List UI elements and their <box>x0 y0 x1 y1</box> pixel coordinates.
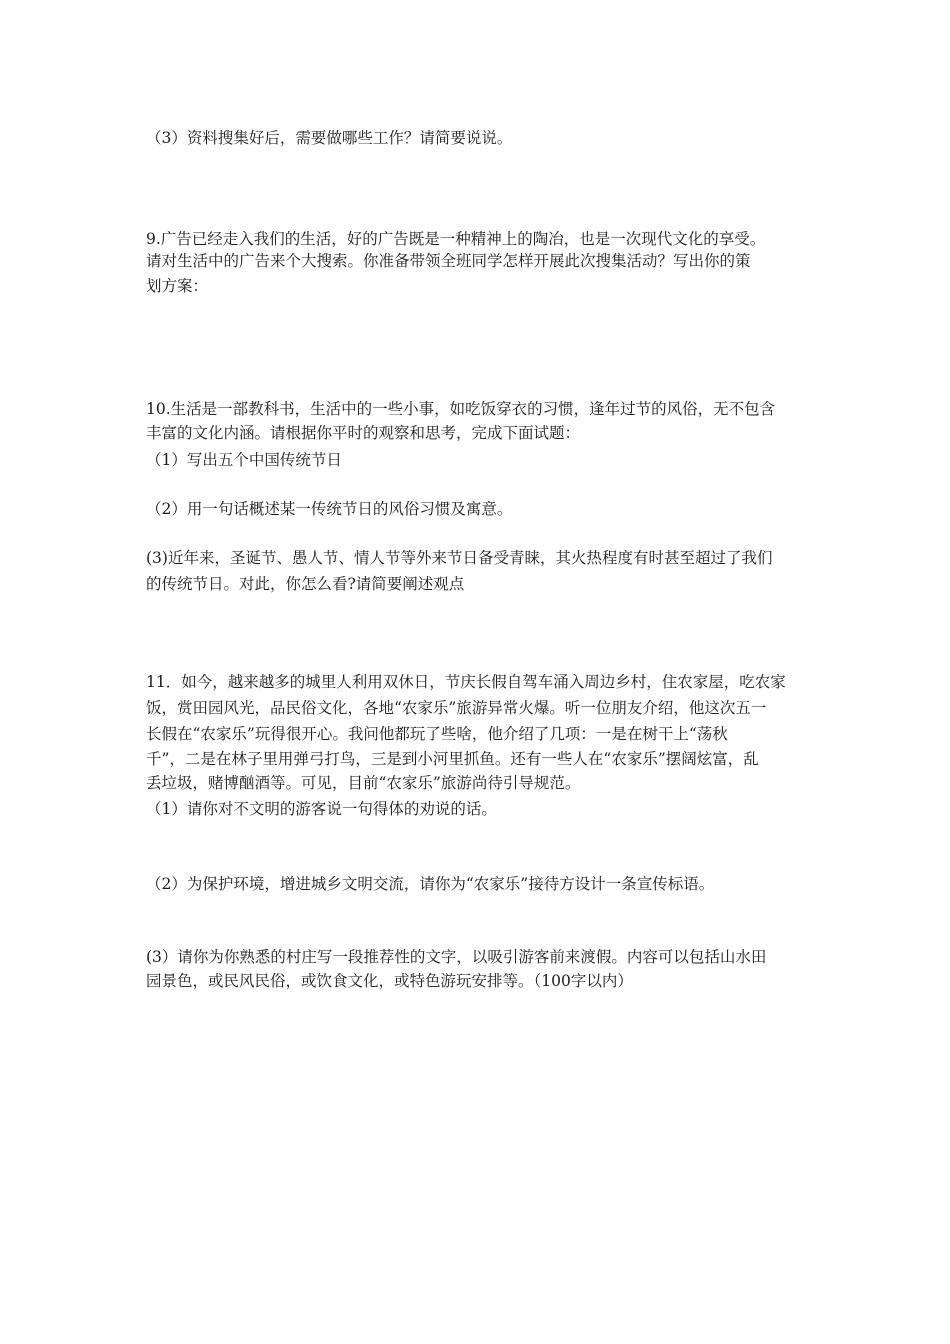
question-10-sub-2: （2）用一句话概述某一传统节日的风俗习惯及寓意。 <box>146 500 513 518</box>
question-10-sub-3-line-1: (3)近年来，圣诞节、愚人节、情人节等外来节日备受青睐，其火热程度有时甚至超过了我们 <box>146 549 773 567</box>
question-10-line-1: 10.生活是一部教科书，生活中的一些小事，如吃饭穿衣的习惯，逢年过节的风俗，无不包含 <box>146 400 776 418</box>
question-11-line-5: 丢垃圾，赌博酗酒等。可见，目前“农家乐”旅游尚待引导规范。 <box>146 774 581 792</box>
question-11-sub-1: （1）请你对不文明的游客说一句得体的劝说的话。 <box>146 800 497 818</box>
question-10-sub-3-line-2: 的传统节日。对此，你怎么看?请简要阐述观点 <box>146 575 465 593</box>
question-9-line-3: 划方案： <box>146 277 209 295</box>
question-9-line-1: 9.广告已经走入我们的生活，好的广告既是一种精神上的陶冶，也是一次现代文化的享受。 <box>146 230 766 248</box>
question-11-sub-3-line-1: (3）请你为你熟悉的村庄写一段推荐性的文字，以吸引游客前来渡假。内容可以包括山水田 <box>146 948 767 966</box>
question-11-sub-2: （2）为保护环境，增进城乡文明交流，请你为“农家乐”接待方设计一条宣传标语。 <box>146 875 715 893</box>
question-11-line-4: 千”，二是在林子里用弹弓打鸟，三是到小河里抓鱼。还有一些人在“农家乐”摆阔炫富，乱 <box>146 750 759 768</box>
question-8-sub-3: （3）资料搜集好后，需要做哪些工作？请简要说说。 <box>146 129 513 147</box>
question-11-sub-3-line-2: 园景色，或民风民俗，或饮食文化，或特色游玩安排等。（100字以内） <box>146 972 633 990</box>
question-10-sub-1: （1）写出五个中国传统节日 <box>146 451 342 469</box>
question-11-line-1: 11．如今，越来越多的城里人利用双休日，节庆长假自驾车涌入周边乡村，住农家屋，吃农家 <box>146 673 786 691</box>
question-10-line-2: 丰富的文化内涵。请根据你平时的观察和思考，完成下面试题： <box>146 424 581 442</box>
question-9-line-2: 请对生活中的广告来个大搜索。你准备带领全班同学怎样开展此次搜集活动？写出你的策 <box>146 252 751 270</box>
question-11-line-2: 饭，赏田园风光，品民俗文化，各地“农家乐”旅游异常火爆。听一位朋友介绍，他这次五一 <box>146 699 767 717</box>
question-11-line-3: 长假在“农家乐”玩得很开心。我问他都玩了些啥，他介绍了几项：一是在树干上“荡秋 <box>146 725 728 743</box>
